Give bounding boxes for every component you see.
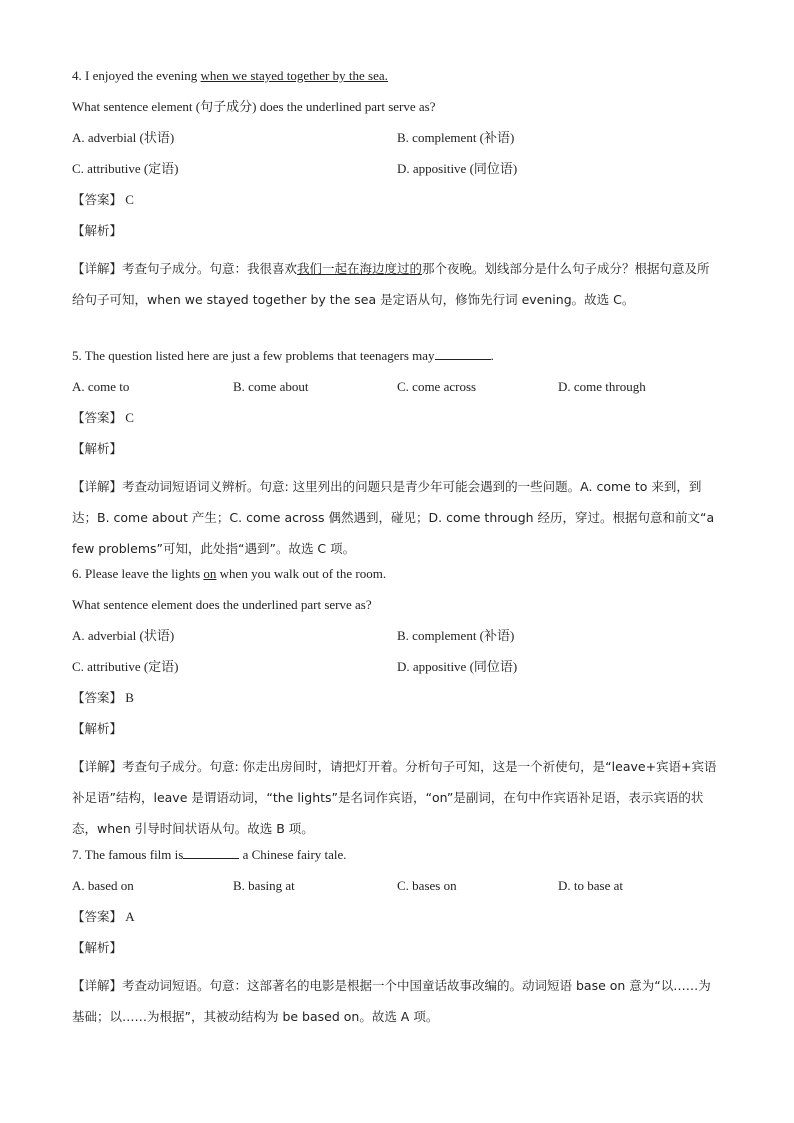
q5-stem xyxy=(72,347,494,365)
q5-detail: 【详解】考查动词短语词义辨析。句意: 这里列出的问题只是青少年可能会遇到的一些问题。A. come to 来到，到达；B. come about 产生；C. come across 偶然遇到，碰见；D. come through 经历，穿过。根据句意和前文“a few problems”可知，此处指“遇到”。故选 C 项。 xyxy=(72,479,715,556)
answer-tag: 【答案】 xyxy=(72,192,123,207)
q5-option-d: D. come through xyxy=(558,379,646,394)
q6-underlined: on xyxy=(203,566,217,581)
q5-stem-post: . xyxy=(490,348,494,363)
q7-answer xyxy=(72,908,135,926)
q6-option-d: D. appositive (同位语) xyxy=(397,659,518,674)
q7-analysis-label: 【解析】 xyxy=(72,940,123,955)
q4-detail-underlined: 我们一起在海边度过的 xyxy=(297,261,423,276)
answer-tag: 【答案】 xyxy=(72,690,123,705)
q4-question: What sentence element (句子成分) does the underlined part serve as? xyxy=(72,99,436,114)
q6-option-a: A. adverbial (状语) xyxy=(72,628,175,643)
q7-option-b: B. basing at xyxy=(233,878,295,893)
q4-option-d: D. appositive (同位语) xyxy=(397,161,518,176)
q4-detail-1: 【详解】考查句子成分。句意：我很喜欢 xyxy=(72,261,298,276)
q5-blank xyxy=(435,347,491,360)
q5-stem-pre: 5. The question listed here are just a few problems that teenagers may xyxy=(72,348,435,363)
q4-option-b: B. complement (补语) xyxy=(397,130,515,145)
q5-answer xyxy=(72,409,134,427)
q7-option-a: A. based on xyxy=(72,878,134,893)
q7-stem-pre: 7. The famous film is xyxy=(72,847,184,862)
q6-detail: 【详解】考查句子成分。句意: 你走出房间时，请把灯开着。分析句子可知，这是一个祈使句，是“leave+宾语+宾语补足语”结构，leave 是谓语动词，“the lights”是名词作宾语，“on”是副词，在句中作宾语补足语，表示宾语的状态，when 引导时间状语从句。故选 B 项。 xyxy=(72,759,717,836)
answer-tag: 【答案】 xyxy=(72,410,123,425)
q7-answer-value: A xyxy=(125,909,135,924)
q6-stem xyxy=(72,565,386,583)
q6-option-b: B. complement (补语) xyxy=(397,628,515,643)
q5-analysis-label: 【解析】 xyxy=(72,441,123,456)
q7-stem-post: a Chinese fairy tale. xyxy=(239,847,347,862)
q5-option-b: B. come about xyxy=(233,379,309,394)
q6-analysis-label: 【解析】 xyxy=(72,721,123,736)
q5-option-c: C. come across xyxy=(397,379,477,394)
q5-option-a: A. come to xyxy=(72,379,130,394)
q6-answer xyxy=(72,689,134,707)
q7-option-c: C. bases on xyxy=(397,878,457,893)
q4-option-a: A. adverbial (状语) xyxy=(72,130,175,145)
q6-stem-post: when you walk out of the room. xyxy=(216,566,387,581)
q4-stem-pre: 4. I enjoyed the evening xyxy=(72,68,201,83)
q4-detail xyxy=(72,253,722,315)
q6-stem-pre: 6. Please leave the lights xyxy=(72,566,204,581)
q6-answer-value: B xyxy=(125,690,134,705)
q7-blank xyxy=(183,846,239,859)
q5-answer-value: C xyxy=(125,410,134,425)
q4-analysis-label: 【解析】 xyxy=(72,223,123,238)
q7-detail: 【详解】考查动词短语。句意：这部著名的电影是根据一个中国童话故事改编的。动词短语 base on 意为“以……为基础；以……为根据”，其被动结构为 be based on。故选 A 项。 xyxy=(72,978,711,1024)
q7-option-d: D. to base at xyxy=(558,878,623,893)
q4-stem xyxy=(72,67,388,85)
q4-option-c: C. attributive (定语) xyxy=(72,161,179,176)
q6-option-c: C. attributive (定语) xyxy=(72,659,179,674)
q4-detail-2: 那个夜晚。划线部分是什么句子成分？根据句意及所给句子可知，when we stayed together by the sea 是定语从句，修饰先行词 evening。故选 C。 xyxy=(72,261,710,307)
answer-tag: 【答案】 xyxy=(72,909,123,924)
q4-underlined: when we stayed together by the sea. xyxy=(200,68,388,83)
q7-stem xyxy=(72,846,347,864)
q4-answer-value: C xyxy=(125,192,134,207)
q6-question: What sentence element does the underlined part serve as? xyxy=(72,597,372,612)
q4-answer xyxy=(72,191,134,209)
